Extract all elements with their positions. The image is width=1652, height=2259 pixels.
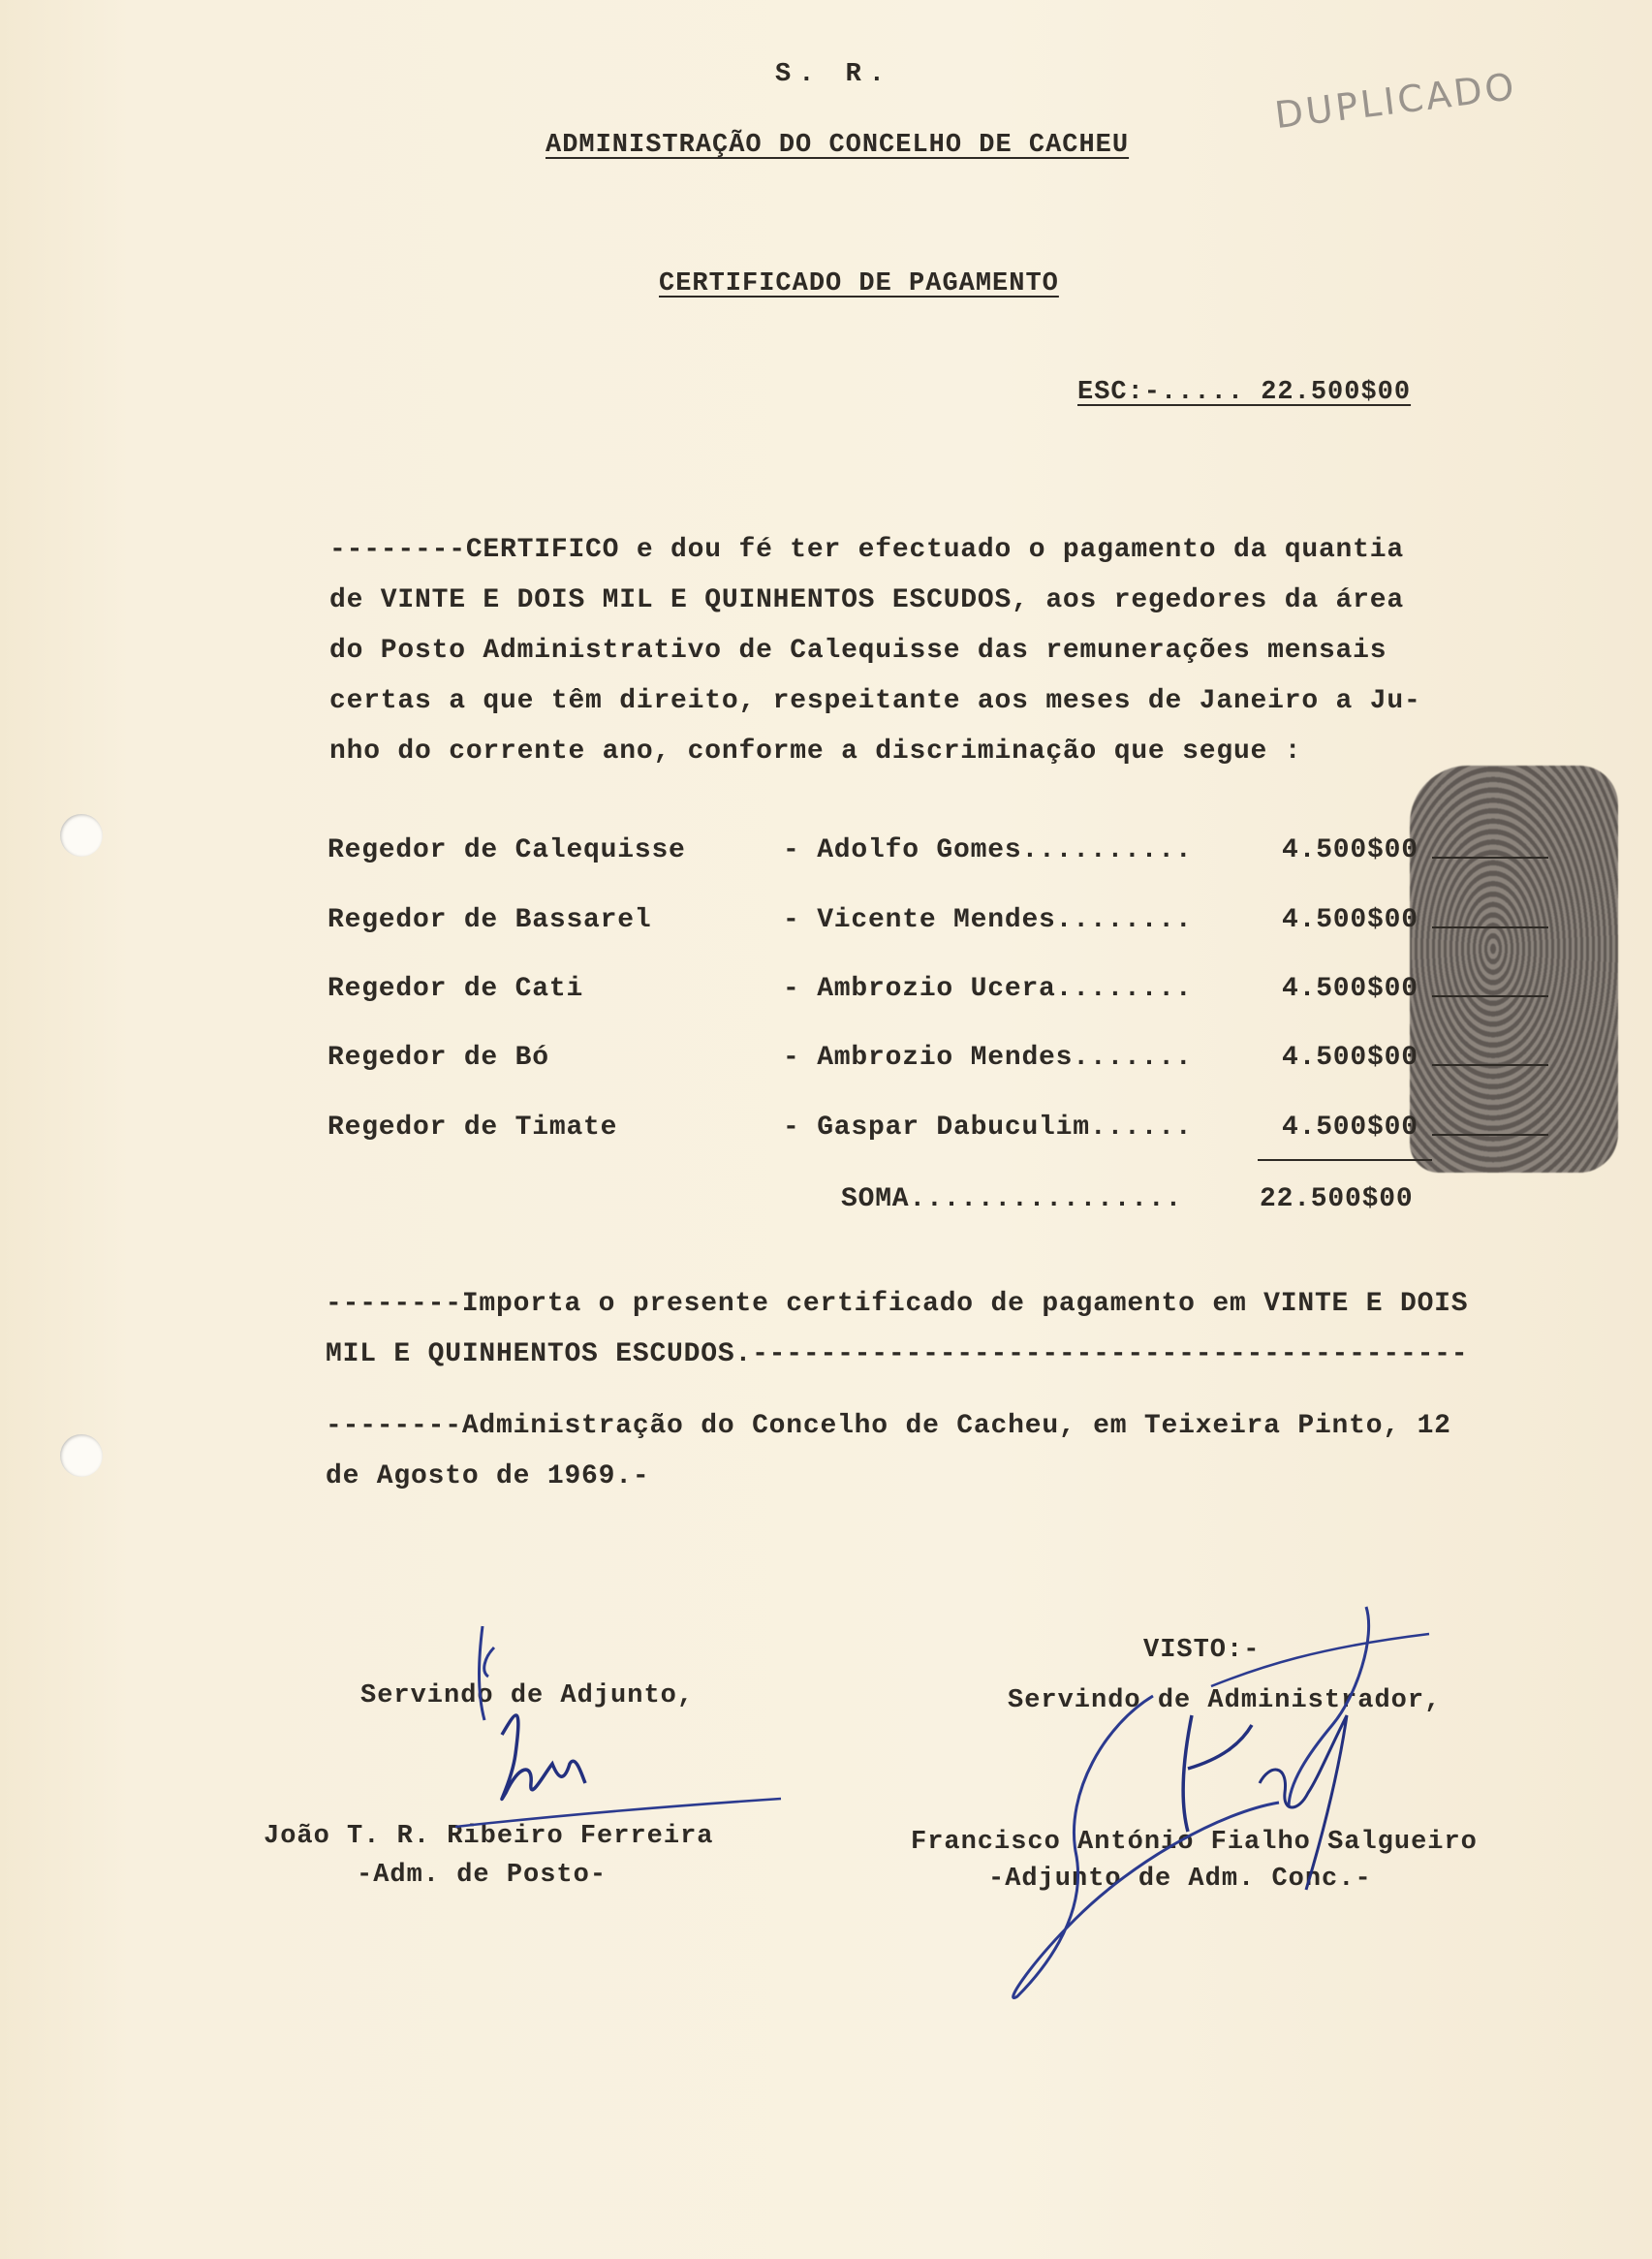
paragraph-line: --------Administração do Concelho de Cacheu, em Teixeira Pinto, 12 — [326, 1411, 1451, 1441]
payment-row — [327, 1043, 1471, 1082]
paragraph-line: certas a que têm direito, respeitante aos meses de Janeiro a Ju- — [329, 686, 1421, 716]
left-signer-role: Servindo de Adjunto, — [360, 1681, 695, 1710]
paragraph-line: --------Importa o presente certificado de pagamento em VINTE E DOIS — [326, 1289, 1469, 1319]
total-row — [327, 1184, 1471, 1223]
payment-row — [327, 835, 1471, 874]
payment-name: - Ambrozio Mendes....... — [783, 1043, 1193, 1073]
paragraph-line: do Posto Administrativo de Calequisse das remunerações mensais — [329, 636, 1387, 666]
certification-paragraph — [329, 525, 1541, 777]
paragraph-line: MIL E QUINHENTOS ESCUDOS.------------------------------------------ — [326, 1339, 1469, 1369]
punch-hole — [60, 814, 103, 857]
payment-name: - Vicente Mendes........ — [783, 905, 1193, 935]
right-signer-title: -Adjunto de Adm. Conc.- — [988, 1865, 1372, 1894]
payment-name: - Gaspar Dabuculim...... — [783, 1113, 1193, 1143]
punch-hole — [60, 1434, 103, 1477]
paragraph-line: de Agosto de 1969.- — [326, 1461, 650, 1491]
payment-underline — [1432, 1064, 1548, 1066]
document-title: CERTIFICADO DE PAGAMENTO — [659, 269, 1059, 298]
sum-rule — [1258, 1159, 1432, 1161]
payment-row — [327, 974, 1471, 1013]
right-signer-name: Francisco António Fialho Salgueiro — [911, 1828, 1478, 1857]
header-sr: S. R. — [775, 60, 893, 89]
payment-value: 4.500$00 — [1282, 1113, 1418, 1143]
left-signer-title: -Adm. de Posto- — [357, 1861, 608, 1890]
payment-value: 4.500$00 — [1282, 1043, 1418, 1073]
total-value: 22.500$00 — [1260, 1184, 1414, 1214]
payment-underline — [1432, 926, 1548, 928]
payment-post: Regedor de Calequisse — [327, 835, 686, 865]
import-paragraph — [326, 1279, 1537, 1380]
payment-underline — [1432, 1134, 1548, 1136]
amount-header: ESC:-..... 22.500$00 — [1077, 378, 1412, 407]
payment-post: Regedor de Bó — [327, 1043, 549, 1073]
payment-name: - Ambrozio Ucera........ — [783, 974, 1193, 1004]
total-label: SOMA................ — [841, 1184, 1183, 1214]
paragraph-line: --------CERTIFICO e dou fé ter efectuado o pagamento da quantia — [329, 535, 1404, 565]
right-handwritten-signature — [998, 1599, 1463, 2016]
payment-underline — [1432, 857, 1548, 859]
paragraph-line: de VINTE E DOIS MIL E QUINHENTOS ESCUDOS, aos regedores da área — [329, 585, 1404, 615]
right-signer-role: Servindo de Administrador, — [1008, 1686, 1442, 1715]
place-date-paragraph — [326, 1401, 1537, 1502]
payment-row — [327, 905, 1471, 944]
office-heading: ADMINISTRAÇÃO DO CONCELHO DE CACHEU — [545, 131, 1130, 160]
duplicate-stamp: DUPLICADO — [1272, 64, 1519, 138]
payment-name: - Adolfo Gomes.......... — [783, 835, 1193, 865]
payment-post: Regedor de Timate — [327, 1113, 618, 1143]
payment-row — [327, 1113, 1471, 1151]
left-signer-name: João T. R. Ribeiro Ferreira — [264, 1822, 714, 1851]
payment-underline — [1432, 995, 1548, 997]
fingerprint-mark — [1410, 766, 1618, 1173]
payment-post: Regedor de Bassarel — [327, 905, 652, 935]
paragraph-line: nho do corrente ano, conforme a discriminação que segue : — [329, 737, 1302, 767]
visto-label: VISTO:- — [1143, 1636, 1261, 1665]
payment-value: 4.500$00 — [1282, 835, 1418, 865]
payment-post: Regedor de Cati — [327, 974, 584, 1004]
left-handwritten-signature — [455, 1618, 804, 1909]
payment-value: 4.500$00 — [1282, 905, 1418, 935]
payment-value: 4.500$00 — [1282, 974, 1418, 1004]
